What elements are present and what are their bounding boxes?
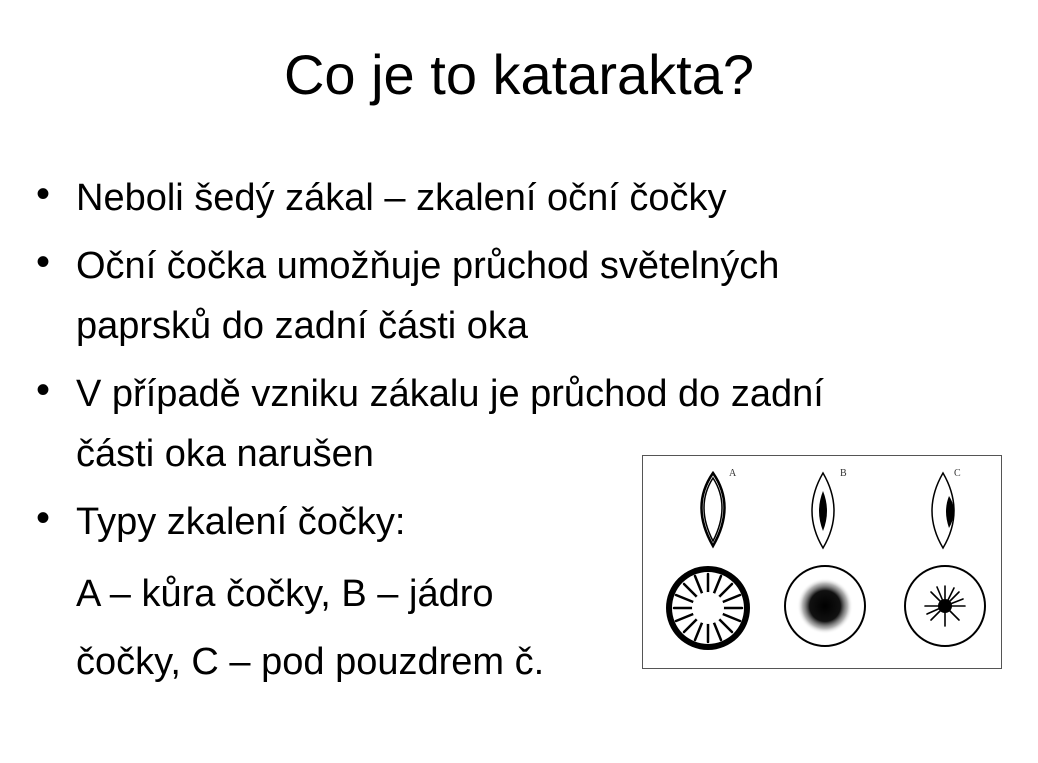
lens-front-c <box>905 566 985 646</box>
bullet-1-line-1: Neboli šedý zákal – zkalení oční čočky <box>76 177 727 219</box>
lens-front-b <box>785 566 865 646</box>
bullet-marker: • <box>36 496 51 540</box>
types-line-1: A – kůra čočky, B – jádro <box>76 573 494 615</box>
bullet-2-line-1: Oční čočka umožňuje průchod světelných <box>76 245 780 287</box>
bullet-2-line-2: paprsků do zadní části oka <box>76 305 529 347</box>
cataract-diagram <box>643 456 1003 670</box>
lens-side-a <box>702 473 725 546</box>
bullet-marker: • <box>36 368 51 412</box>
cataract-types-figure <box>642 455 1002 669</box>
bullet-4-line-1: Typy zkalení čočky: <box>76 501 406 543</box>
bullet-3-line-1: V případě vzniku zákalu je průchod do zadní <box>76 373 824 415</box>
figure-label-a: A <box>729 468 737 479</box>
bullet-marker: • <box>36 172 51 216</box>
figure-label-b: B <box>840 468 847 479</box>
figure-label-c: C <box>954 468 961 479</box>
lens-side-c <box>932 473 954 548</box>
types-line-2: čočky, C – pod pouzdrem č. <box>76 641 545 683</box>
slide-title: Co je to katarakta? <box>283 43 755 106</box>
lens-side-b <box>812 473 834 548</box>
bullet-3-line-2: části oka narušen <box>76 433 374 475</box>
lens-front-a <box>666 566 750 650</box>
bullet-marker: • <box>36 240 51 284</box>
